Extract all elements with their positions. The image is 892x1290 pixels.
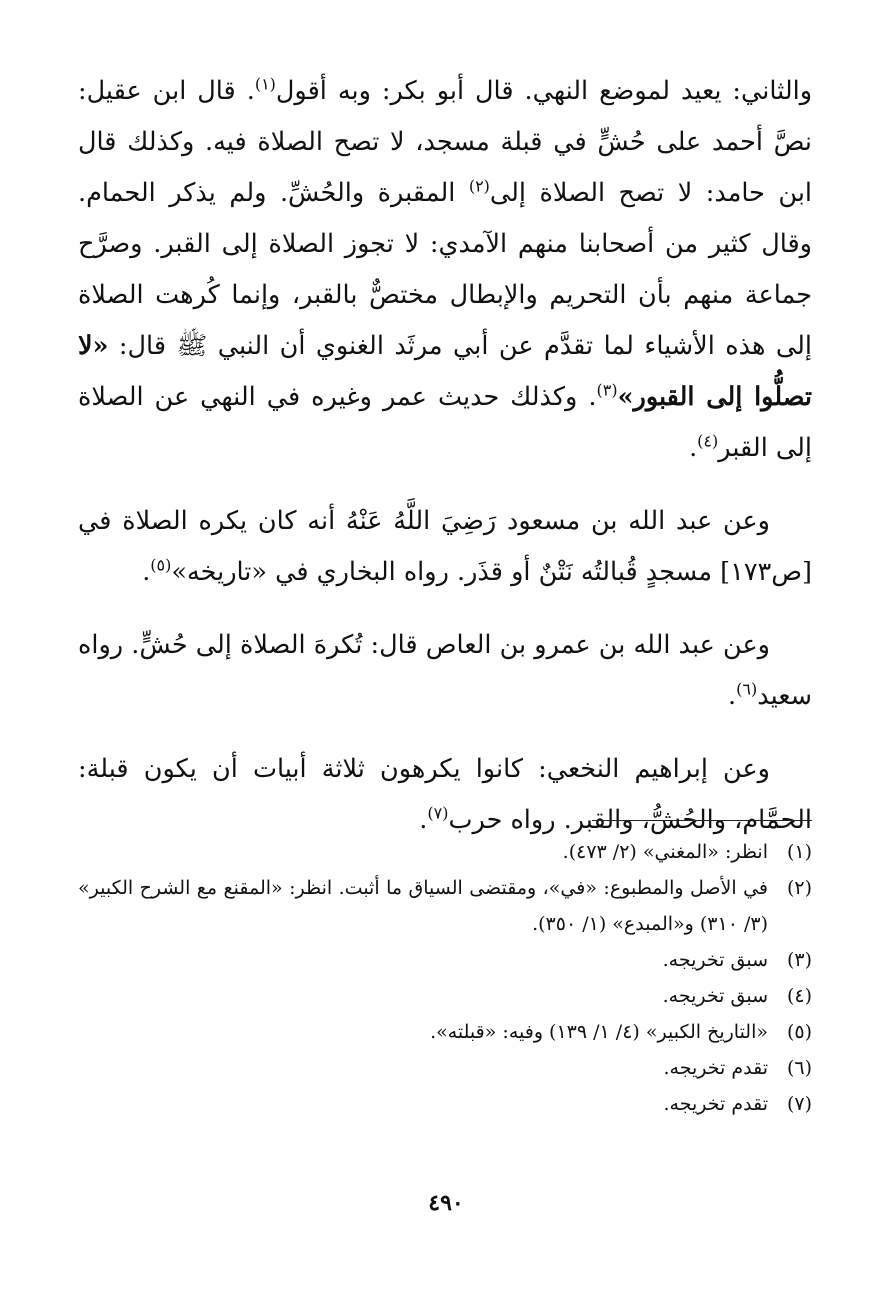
footnote-item [78, 1086, 812, 1122]
footnote-text: «التاريخ الكبير» (٤/ ١/ ١٣٩) وفيه: «قبلته». [430, 1021, 768, 1043]
footnote-item [78, 1050, 812, 1086]
page-number: ٤٩٠ [428, 1190, 464, 1216]
footnote-item [78, 978, 812, 1014]
footnotes [78, 834, 812, 1122]
text-run: والثاني: يعيد لموضع النهي. قال أبو بكر: وبه أقول [275, 76, 813, 106]
footnote-item [78, 1014, 812, 1050]
paragraph-4 [78, 744, 812, 846]
footnote-item [78, 942, 812, 978]
footnote-ref-4[interactable]: (٤) [697, 431, 719, 451]
text-run: وعن عبد الله بن مسعود رَضِيَ اللَّهُ عَنْهُ أنه كان يكره الصلاة في [ص١٧٣] مسجدٍ قُبالتُه نَتْنٌ أو قذَر. رواه البخاري في «تاريخه» [78, 506, 812, 587]
text-run: . وكذلك حديث عمر وغيره في النهي عن الصلاة إلى القبر [78, 382, 812, 463]
paragraph-1 [78, 66, 812, 474]
footnote-text: تقدم تخريجه. [663, 1057, 768, 1079]
footnote-ref-7[interactable]: (٧) [427, 803, 449, 823]
footnote-text: في الأصل والمطبوع: «في»، ومقتضى السياق ما أثبت. انظر: «المقنع مع الشرح الكبير» (٣/ ٣١٠) و«المبدع» (١/ ٣٥٠). [78, 877, 768, 935]
footnote-number: (٥) [786, 1021, 812, 1043]
footnote-text: سبق تخريجه. [662, 949, 768, 971]
text-run: وعن إبراهيم النخعي: كانوا يكرهون ثلاثة أبيات أن يكون قبلة: الحمَّام، والحُشُّ، والقبر. رواه حرب [78, 754, 812, 835]
footnote-ref-1[interactable]: (١) [254, 74, 276, 94]
text-run: . [142, 557, 151, 587]
footnote-text: تقدم تخريجه. [663, 1093, 768, 1115]
footnote-number: (٢) [786, 877, 812, 899]
footnote-number: (٤) [786, 985, 812, 1007]
text-run: . قال ابن عقيل: نصَّ أحمد على حُشٍّ في قبلة مسجد، لا تصح الصلاة فيه. وكذلك قال ابن حامد: لا تصح الصلاة إلى [78, 76, 812, 208]
footnote-ref-5[interactable]: (٥) [150, 555, 172, 575]
footnote-ref-2[interactable]: (٢) [468, 176, 490, 196]
text-run: المقبرة والحُشِّ. ولم يذكر الحمام. وقال كثير من أصحابنا منهم الآمدي: لا تجوز الصلاة إلى القبر. وصرَّح جماعة منهم بأن التحريم والإبطال مختصٌّ بالقبر، وإنما كُرهت الصلاة إلى هذه الأشياء لما تقدَّم عن أبي مرثَد الغنوي أن النبي ﷺ قال: [78, 178, 812, 361]
main-text [78, 66, 812, 868]
footnote-number: (٦) [786, 1057, 812, 1079]
footnote-text: سبق تخريجه. [662, 985, 768, 1007]
text-run: . [728, 681, 737, 711]
footnote-number: (٧) [786, 1093, 812, 1115]
footnote-ref-6[interactable]: (٦) [736, 679, 758, 699]
footnote-item [78, 870, 812, 942]
footnote-number: (١) [786, 841, 812, 863]
footnote-number: (٣) [786, 949, 812, 971]
footnote-ref-3[interactable]: (٣) [596, 380, 618, 400]
footnote-text: انظر: «المغني» (٢/ ٤٧٣). [562, 841, 768, 863]
footnote-item [78, 834, 812, 870]
text-run: . [419, 805, 428, 835]
text-run: وعن عبد الله بن عمرو بن العاص قال: تُكرهَ الصلاة إلى حُشٍّ. رواه سعيد [78, 630, 812, 711]
paragraph-2 [78, 496, 812, 598]
hadith-quote: «لا تصلُّوا إلى القبور» [78, 331, 812, 412]
footnote-separator [592, 820, 812, 821]
paragraph-3 [78, 620, 812, 722]
text-run: . [689, 433, 698, 463]
